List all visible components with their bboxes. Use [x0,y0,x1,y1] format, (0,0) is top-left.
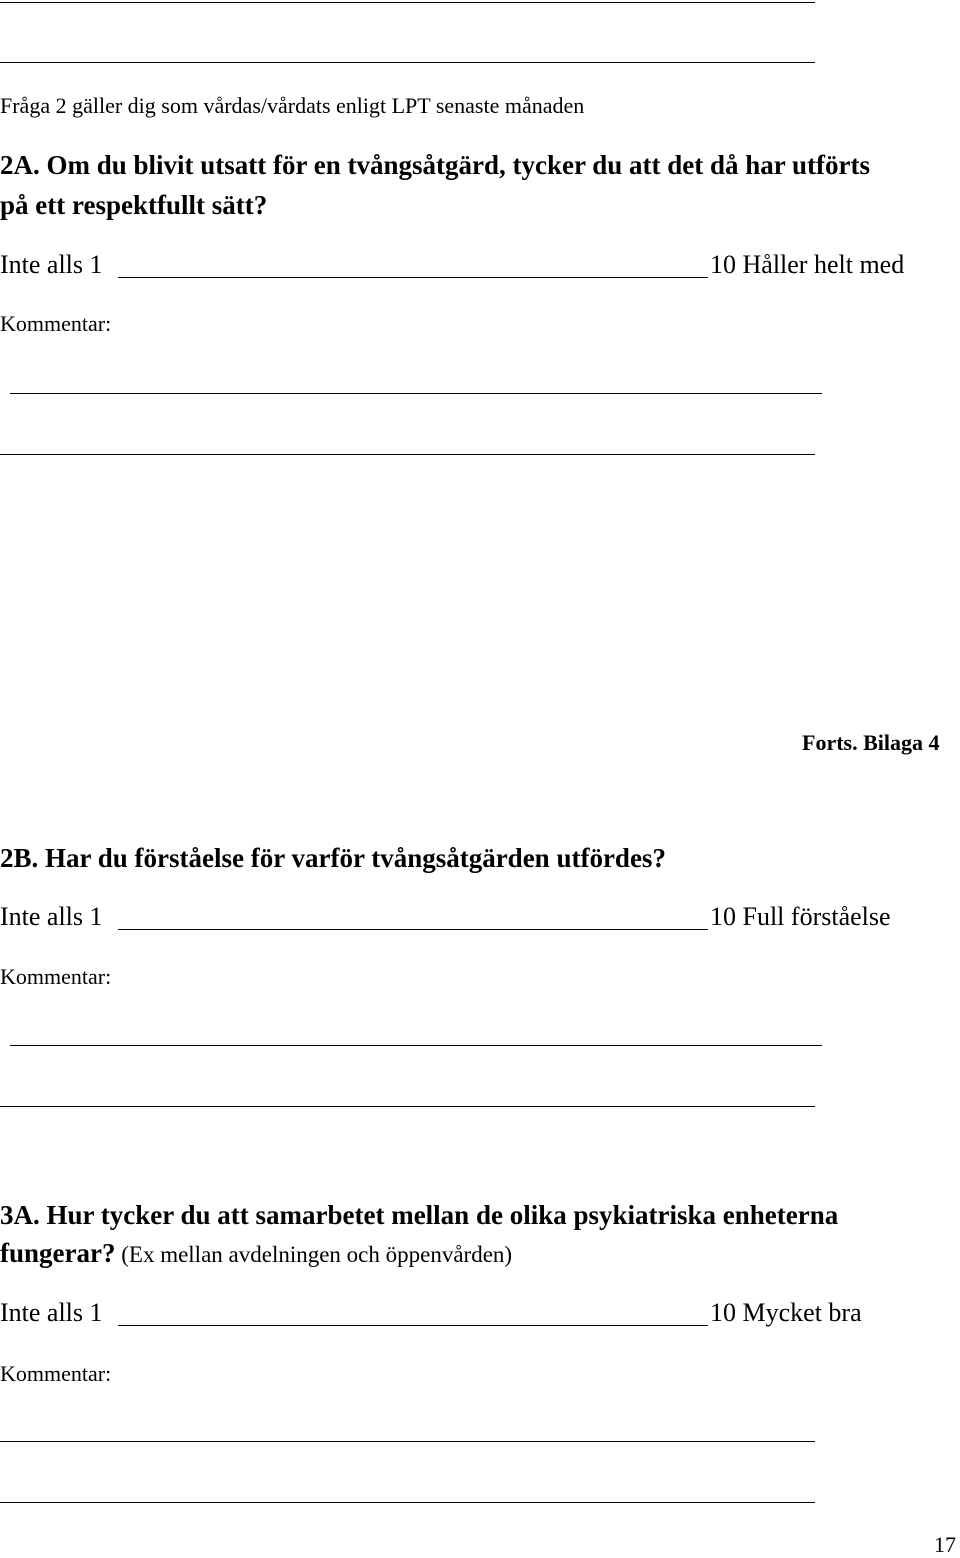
comment-3a-line-1[interactable] [0,1441,815,1442]
scale-2a-line[interactable] [118,277,708,278]
scale-2b-line[interactable] [118,929,708,930]
answer-line-top-1[interactable] [0,2,815,3]
comment-2b-line-1[interactable] [10,1045,822,1046]
comment-2b-label: Kommentar: [0,964,112,989]
question-2a-line2: på ett respektfullt sätt? [0,190,268,220]
scale-3a-line[interactable] [118,1325,708,1326]
comment-2b-line-2[interactable] [0,1106,815,1107]
question-3a-line2-note: (Ex mellan avdelningen och öppenvården) [115,1242,513,1267]
scale-2a-left-label: Inte alls 1 [0,250,103,279]
question-2a-line1: 2A. Om du blivit utsatt för en tvångsåtgärd, tycker du att det då har utförts [0,150,871,180]
question-2b: 2B. Har du förståelse för varför tvångsåtgärden utfördes? [0,843,666,873]
question-3a-line2-bold: fungerar? [0,1238,116,1268]
page-number: 17 [934,1532,956,1557]
comment-3a-label: Kommentar: [0,1361,112,1386]
question-3a-line1: 3A. Hur tycker du att samarbetet mellan de olika psykiatriska enheterna [0,1200,839,1230]
scale-3a-left-label: Inte alls 1 [0,1298,103,1327]
scale-2a-right-label: 10 Håller helt med [710,250,905,279]
scale-2b-right-label: 10 Full förståelse [710,902,891,931]
scale-2b-left-label: Inte alls 1 [0,902,103,931]
section-intro: Fråga 2 gäller dig som vårdas/vårdats enligt LPT senaste månaden [0,93,585,118]
question-3a-line2 [0,1238,512,1269]
comment-2a-label: Kommentar: [0,311,112,336]
answer-line-top-2[interactable] [0,62,815,63]
comment-2a-line-2[interactable] [0,454,815,455]
scale-3a-right-label: 10 Mycket bra [710,1298,862,1327]
continued-appendix-label: Forts. Bilaga 4 [802,730,940,755]
comment-2a-line-1[interactable] [10,393,822,394]
comment-3a-line-2[interactable] [0,1502,815,1503]
